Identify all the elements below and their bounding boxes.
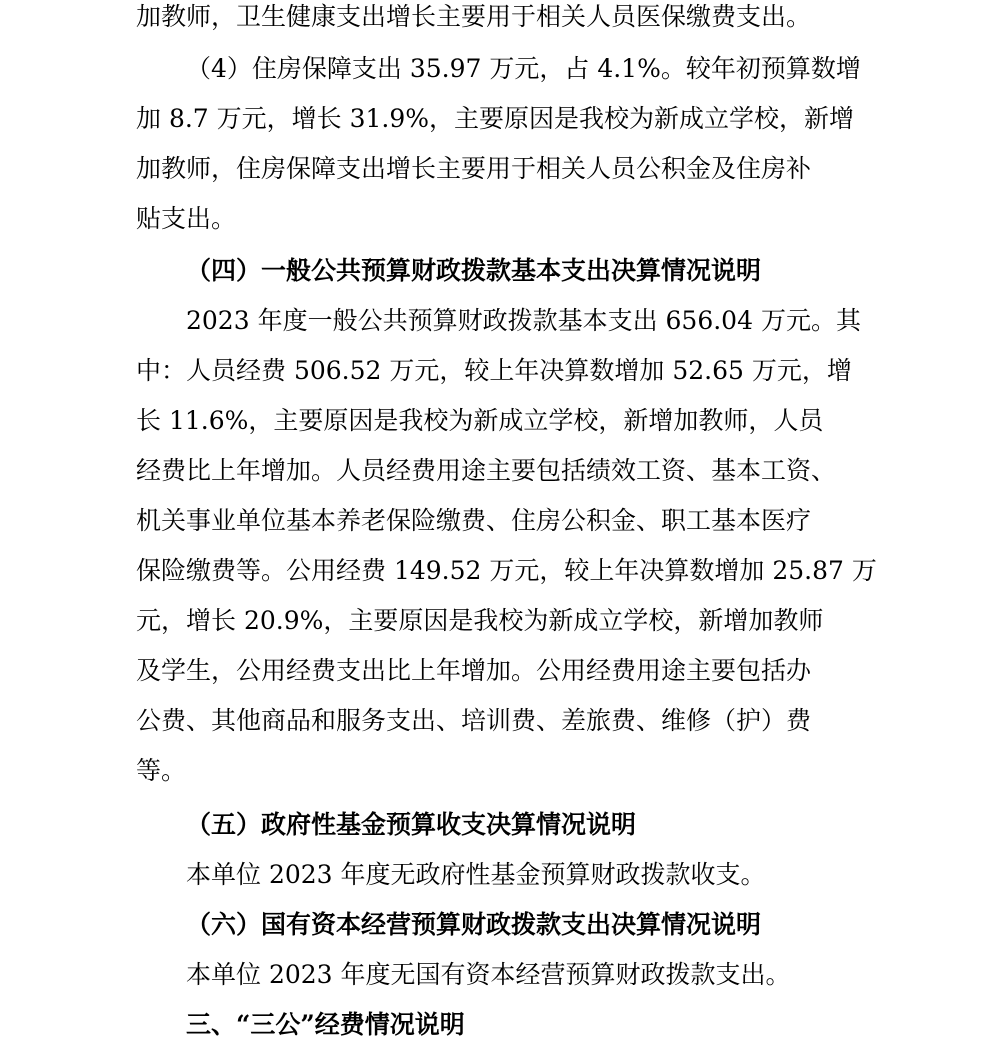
text-line: 加教师，卫生健康支出增长主要用于相关人员医保缴费支出。 <box>136 2 812 31</box>
text-line: 本单位 2023 年度无政府性基金预算财政拨款收支。 <box>186 860 766 889</box>
text-line: 加教师，住房保障支出增长主要用于相关人员公积金及住房补 <box>136 154 812 183</box>
text-line: 本单位 2023 年度无国有资本经营预算财政拨款支出。 <box>186 960 791 989</box>
text-line: 机关事业单位基本养老保险缴费、住房公积金、职工基本医疗 <box>136 506 812 535</box>
text-line: 等。 <box>136 756 187 785</box>
chapter-heading: 三、“三公”经费情况说明 <box>186 1010 465 1039</box>
text-line: 加 8.7 万元，增长 31.9%，主要原因是我校为新成立学校，新增 <box>136 104 855 133</box>
text-line: 2023 年度一般公共预算财政拨款基本支出 656.04 万元。其 <box>186 306 861 335</box>
text-line: 经费比上年增加。人员经费用途主要包括绩效工资、基本工资、 <box>136 456 837 485</box>
text-line: 贴支出。 <box>136 204 237 233</box>
section-heading: （四）一般公共预算财政拨款基本支出决算情况说明 <box>186 256 762 285</box>
section-heading: （六）国有资本经营预算财政拨款支出决算情况说明 <box>186 910 762 939</box>
text-line: （4）住房保障支出 35.97 万元，占 4.1%。较年初预算数增 <box>186 54 861 83</box>
text-line: 元，增长 20.9%，主要原因是我校为新成立学校，新增加教师 <box>136 606 824 635</box>
text-line: 中：人员经费 506.52 万元，较上年决算数增加 52.65 万元，增 <box>136 356 852 385</box>
section-heading: （五）政府性基金预算收支决算情况说明 <box>186 810 637 839</box>
text-line: 及学生，公用经费支出比上年增加。公用经费用途主要包括办 <box>136 656 812 685</box>
text-line: 公费、其他商品和服务支出、培训费、差旅费、维修（护）费 <box>136 706 812 735</box>
text-line: 保险缴费等。公用经费 149.52 万元，较上年决算数增加 25.87 万 <box>136 556 877 585</box>
text-line: 长 11.6%，主要原因是我校为新成立学校，新增加教师，人员 <box>136 406 824 435</box>
